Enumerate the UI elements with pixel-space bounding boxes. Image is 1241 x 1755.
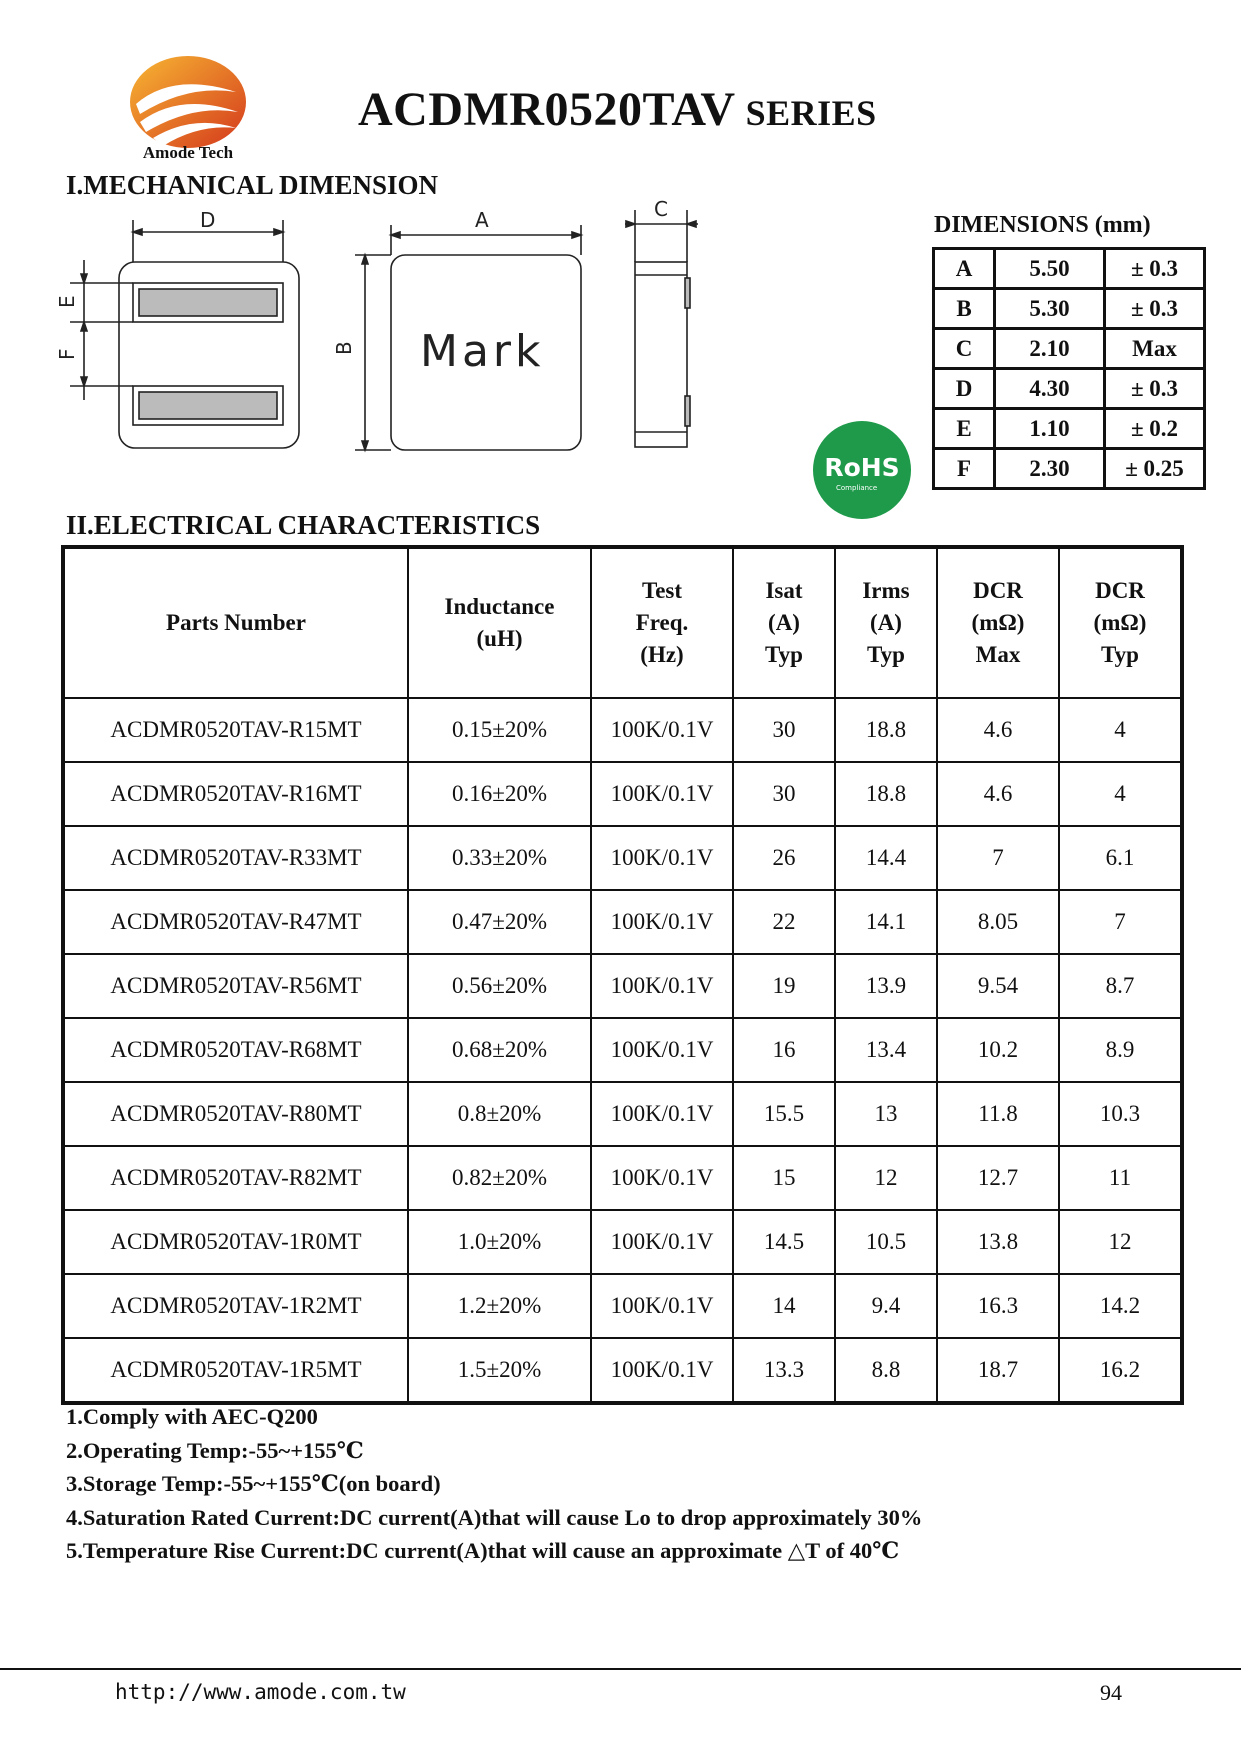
column-header [63, 547, 408, 698]
table-cell: 14.5 [733, 1210, 835, 1274]
table-cell: 9.54 [937, 954, 1059, 1018]
table-cell: 100K/0.1V [591, 698, 733, 762]
dimension-value: 5.30 [995, 289, 1105, 329]
dimension-tolerance: ± 0.25 [1105, 449, 1205, 489]
column-header-line: Irms [862, 578, 910, 603]
table-cell: ACDMR0520TAV-R33MT [63, 826, 408, 890]
table-cell: 13.3 [733, 1338, 835, 1403]
table-cell: 12 [835, 1146, 937, 1210]
table-cell: 0.47±20% [408, 890, 591, 954]
footer-divider [0, 1668, 1241, 1670]
table-row [63, 762, 1182, 826]
dimension-name: B [934, 289, 995, 329]
column-header [1059, 547, 1182, 698]
table-cell: 14.2 [1059, 1274, 1182, 1338]
column-header-line: Parts Number [166, 610, 306, 635]
dimension-value: 1.10 [995, 409, 1105, 449]
table-row [63, 954, 1182, 1018]
table-cell: 100K/0.1V [591, 890, 733, 954]
table-cell: ACDMR0520TAV-R56MT [63, 954, 408, 1018]
mechanical-heading: I.MECHANICAL DIMENSION [66, 170, 439, 200]
column-header-line: (uH) [476, 626, 523, 651]
table-cell: 100K/0.1V [591, 1210, 733, 1274]
dimension-row [934, 289, 1205, 329]
table-row [63, 1210, 1182, 1274]
table-cell: 6.1 [1059, 826, 1182, 890]
column-header-line: (mΩ) [971, 610, 1025, 635]
dimension-name: F [934, 449, 995, 489]
label-mark: Mark [420, 326, 545, 377]
table-cell: 1.5±20% [408, 1338, 591, 1403]
column-header-line: (mΩ) [1093, 610, 1147, 635]
table-cell: 100K/0.1V [591, 1274, 733, 1338]
table-cell: ACDMR0520TAV-R82MT [63, 1146, 408, 1210]
rohs-label: RoHS [824, 453, 900, 482]
column-header [591, 547, 733, 698]
table-cell: 100K/0.1V [591, 826, 733, 890]
dimension-row [934, 329, 1205, 369]
table-cell: 4 [1059, 698, 1182, 762]
table-cell: 9.4 [835, 1274, 937, 1338]
table-cell: 0.56±20% [408, 954, 591, 1018]
table-cell: 0.82±20% [408, 1146, 591, 1210]
table-cell: 12 [1059, 1210, 1182, 1274]
column-header-line: Max [975, 642, 1021, 667]
dimension-value: 5.50 [995, 249, 1105, 289]
column-header-line: Typ [867, 642, 905, 667]
column-header-line: Inductance [444, 594, 555, 619]
table-row [63, 698, 1182, 762]
table-cell: 16.3 [937, 1274, 1059, 1338]
dimension-tolerance: ± 0.3 [1105, 249, 1205, 289]
dimension-tolerance: ± 0.2 [1105, 409, 1205, 449]
column-header [835, 547, 937, 698]
table-cell: 100K/0.1V [591, 1018, 733, 1082]
label-c: C [654, 200, 668, 221]
page-number: 94 [1100, 1680, 1122, 1705]
table-row [63, 1338, 1182, 1403]
note-item: 3.Storage Temp:-55~+155℃(on board) [66, 1471, 441, 1496]
dimensions-title: DIMENSIONS (mm) [934, 212, 1151, 238]
dimension-tolerance: ± 0.3 [1105, 369, 1205, 409]
label-e: E [55, 295, 79, 308]
table-cell: 1.0±20% [408, 1210, 591, 1274]
dimension-value: 4.30 [995, 369, 1105, 409]
table-cell: 15 [733, 1146, 835, 1210]
table-cell: 16 [733, 1018, 835, 1082]
table-cell: 7 [1059, 890, 1182, 954]
table-row [63, 1146, 1182, 1210]
table-row [63, 890, 1182, 954]
table-cell: 4.6 [937, 698, 1059, 762]
table-row [63, 1082, 1182, 1146]
table-cell: 26 [733, 826, 835, 890]
electrical-heading: II.ELECTRICAL CHARACTERISTICS [66, 510, 541, 540]
table-cell: 18.8 [835, 762, 937, 826]
table-cell: ACDMR0520TAV-1R0MT [63, 1210, 408, 1274]
table-cell: 8.9 [1059, 1018, 1182, 1082]
footer-url: http://www.amode.com.tw [115, 1680, 406, 1704]
dimension-value: 2.30 [995, 449, 1105, 489]
column-header-line: DCR [1095, 578, 1145, 603]
table-cell: 16.2 [1059, 1338, 1182, 1403]
column-header-line: Typ [765, 642, 803, 667]
page-title [358, 82, 877, 137]
table-cell: 100K/0.1V [591, 954, 733, 1018]
column-header-line: Freq. [635, 610, 689, 635]
table-cell: 13.8 [937, 1210, 1059, 1274]
table-cell: 11.8 [937, 1082, 1059, 1146]
logo-text: Amode Tech [142, 143, 234, 162]
table-cell: ACDMR0520TAV-R80MT [63, 1082, 408, 1146]
table-cell: 7 [937, 826, 1059, 890]
table-cell: 100K/0.1V [591, 1082, 733, 1146]
table-row [63, 1274, 1182, 1338]
table-cell: 0.8±20% [408, 1082, 591, 1146]
table-cell: ACDMR0520TAV-1R2MT [63, 1274, 408, 1338]
table-cell: 8.8 [835, 1338, 937, 1403]
label-b: B [332, 341, 356, 355]
table-cell: 10.5 [835, 1210, 937, 1274]
column-header [408, 547, 591, 698]
table-cell: 8.05 [937, 890, 1059, 954]
table-cell: 4 [1059, 762, 1182, 826]
table-cell: ACDMR0520TAV-R15MT [63, 698, 408, 762]
table-cell: 4.6 [937, 762, 1059, 826]
dimension-row [934, 249, 1205, 289]
table-cell: 14 [733, 1274, 835, 1338]
table-cell: ACDMR0520TAV-1R5MT [63, 1338, 408, 1403]
dimension-row [934, 409, 1205, 449]
table-cell: 22 [733, 890, 835, 954]
column-header-line: Typ [1101, 642, 1139, 667]
table-cell: 18.7 [937, 1338, 1059, 1403]
title-main: ACDMR0520TAV [358, 83, 736, 136]
table-cell: 0.68±20% [408, 1018, 591, 1082]
notes [66, 1400, 922, 1568]
table-cell: 13 [835, 1082, 937, 1146]
table-cell: 14.1 [835, 890, 937, 954]
table-cell: 100K/0.1V [591, 762, 733, 826]
side-view-body [635, 262, 687, 447]
column-header-line: (Hz) [640, 642, 684, 667]
dimension-tolerance: ± 0.3 [1105, 289, 1205, 329]
table-cell: 11 [1059, 1146, 1182, 1210]
table-row [63, 1018, 1182, 1082]
table-cell: 10.2 [937, 1018, 1059, 1082]
column-header-line: (A) [768, 610, 800, 635]
title-suffix: SERIES [745, 93, 877, 133]
table-cell: 14.4 [835, 826, 937, 890]
table-cell: 30 [733, 698, 835, 762]
column-header-line: DCR [973, 578, 1023, 603]
note-item: 5.Temperature Rise Current:DC current(A)that will cause an approximate △T of 40℃ [66, 1538, 900, 1563]
dimension-name: D [934, 369, 995, 409]
table-cell: 100K/0.1V [591, 1338, 733, 1403]
table-header-row [63, 547, 1182, 698]
table-cell: ACDMR0520TAV-R16MT [63, 762, 408, 826]
table-cell: 10.3 [1059, 1082, 1182, 1146]
dimension-row [934, 369, 1205, 409]
table-cell: 100K/0.1V [591, 1146, 733, 1210]
column-header-line: Test [641, 578, 683, 603]
dimension-name: E [934, 409, 995, 449]
dimension-value: 2.10 [995, 329, 1105, 369]
table-cell: ACDMR0520TAV-R47MT [63, 890, 408, 954]
dimension-tolerance: Max [1105, 329, 1205, 369]
table-row [63, 826, 1182, 890]
table-cell: 12.7 [937, 1146, 1059, 1210]
rohs-badge [812, 418, 912, 522]
column-header-line: Isat [765, 578, 803, 603]
label-f: F [55, 348, 79, 360]
mechanical-drawing [50, 200, 710, 460]
column-header [937, 547, 1059, 698]
table-cell: 0.33±20% [408, 826, 591, 890]
column-header [733, 547, 835, 698]
table-cell: 8.7 [1059, 954, 1182, 1018]
table-cell: 18.8 [835, 698, 937, 762]
table-cell: 15.5 [733, 1082, 835, 1146]
note-item: 2.Operating Temp:-55~+155℃ [66, 1437, 364, 1463]
label-a: A [475, 208, 489, 232]
table-cell: 13.9 [835, 954, 937, 1018]
dimension-name: C [934, 329, 995, 369]
rohs-sub: Compliance [836, 484, 878, 492]
electrical-table [61, 545, 1184, 1405]
table-cell: 13.4 [835, 1018, 937, 1082]
dimensions-table [932, 247, 1206, 490]
table-cell: 19 [733, 954, 835, 1018]
note-item: 1.Comply with AEC-Q200 [66, 1404, 318, 1429]
table-cell: 30 [733, 762, 835, 826]
table-cell: ACDMR0520TAV-R68MT [63, 1018, 408, 1082]
column-header-line: (A) [870, 610, 902, 635]
note-item: 4.Saturation Rated Current:DC current(A)that will cause Lo to drop approximately 30% [66, 1504, 923, 1530]
dimension-name: A [934, 249, 995, 289]
table-cell: 0.16±20% [408, 762, 591, 826]
table-cell: 0.15±20% [408, 698, 591, 762]
label-d: D [200, 208, 216, 232]
dimension-row [934, 449, 1205, 489]
table-cell: 1.2±20% [408, 1274, 591, 1338]
